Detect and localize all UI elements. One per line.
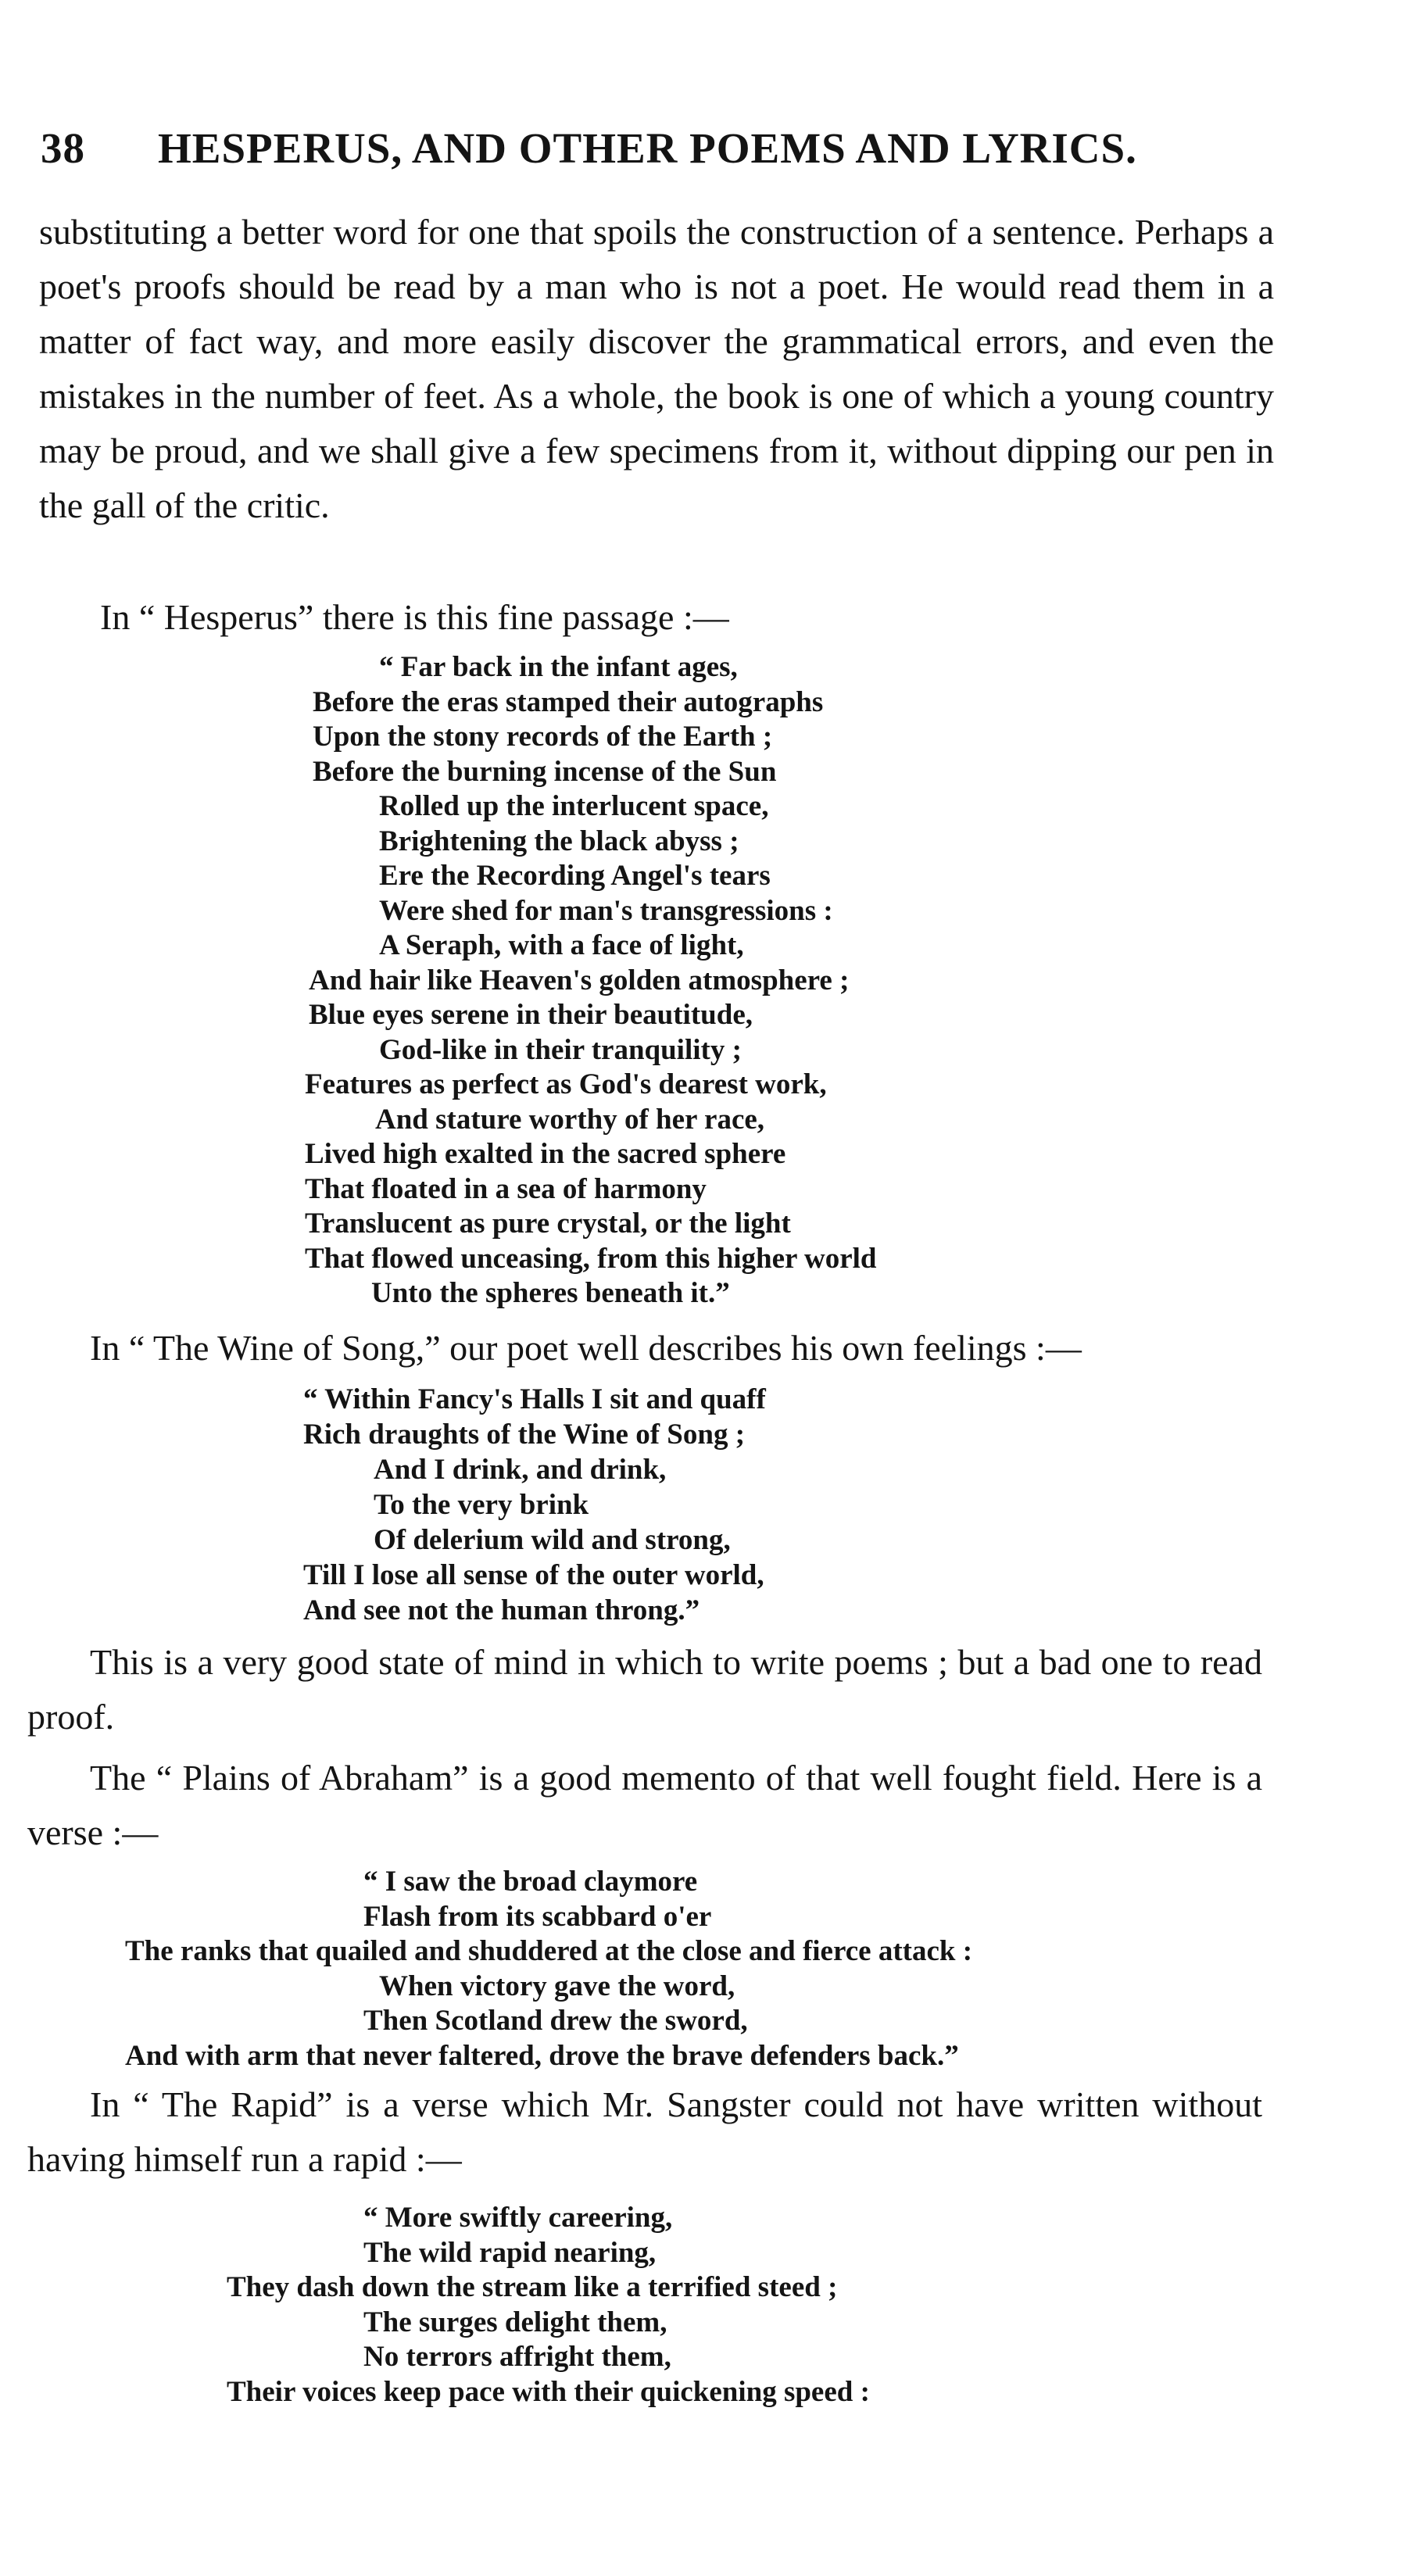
verse-line: Their voices keep pace with their quickening speed :	[227, 2375, 870, 2408]
verse-line: “ More swiftly careering,	[363, 2202, 673, 2234]
paragraph-criticism	[39, 205, 1274, 533]
verse-line: “ Within Fancy's Halls I sit and quaff	[303, 1383, 766, 1415]
verse-line: Of delerium wild and strong,	[374, 1524, 731, 1556]
intro-hesperus: In “ Hesperus” there is this fine passage :—	[100, 597, 729, 637]
paragraph-state-of-mind	[27, 1635, 1262, 1744]
verse-line: Ere the Recording Angel's tears	[379, 860, 771, 892]
verse-line: God-like in their tranquility ;	[379, 1033, 742, 1066]
page-number: 38	[41, 124, 85, 172]
verse-line: And hair like Heaven's golden atmosphere ;	[309, 964, 850, 996]
verse-line: Before the eras stamped their autographs	[313, 685, 824, 718]
verse-line: The ranks that quailed and shuddered at the close and fierce attack :	[125, 1935, 973, 1967]
verse-line: “ Far back in the infant ages,	[379, 651, 738, 683]
paragraph-text: The “ Plains of Abraham” is a good memento of that well fought field. Here is a verse :—	[27, 1758, 1262, 1852]
verse-line: Unto the spheres beneath it.”	[371, 1277, 730, 1309]
verse-line: To the very brink	[374, 1489, 589, 1521]
verse-line: And I drink, and drink,	[374, 1454, 667, 1486]
verse-line: Blue eyes serene in their beautitude,	[309, 999, 753, 1031]
verse-line: Brightening the black abyss ;	[379, 825, 739, 857]
verse-line: Then Scotland drew the sword,	[363, 2005, 748, 2037]
verse-hesperus	[297, 650, 877, 1311]
verse-wine-of-song	[303, 1382, 766, 1628]
verse-line: Upon the stony records of the Earth ;	[313, 721, 773, 753]
verse-line: Till I lose all sense of the outer world,	[303, 1559, 764, 1591]
verse-line: That flowed unceasing, from this higher world	[305, 1242, 877, 1275]
verse-the-rapid	[227, 2201, 870, 2410]
verse-line: No terrors affright them,	[363, 2341, 671, 2373]
verse-line: When victory gave the word,	[379, 1970, 735, 2002]
paragraph-plains-of-abraham	[27, 1751, 1262, 1860]
verse-line: The surges delight them,	[363, 2306, 667, 2338]
paragraph-text: This is a very good state of mind in which to write poems ; but a bad one to read proof.	[27, 1642, 1262, 1737]
verse-line: Before the burning incense of the Sun	[313, 755, 777, 788]
verse-line: A Seraph, with a face of light,	[379, 929, 744, 961]
verse-line: Rich draughts of the Wine of Song ;	[303, 1419, 746, 1451]
verse-line: Lived high exalted in the sacred sphere	[305, 1138, 786, 1170]
paragraph-the-rapid	[27, 2077, 1262, 2187]
verse-line: Were shed for man's transgressions :	[379, 894, 833, 927]
verse-line: And stature worthy of her race,	[375, 1103, 765, 1136]
verse-line: They dash down the stream like a terrified steed ;	[227, 2271, 838, 2303]
running-header	[41, 123, 1213, 173]
verse-line: The wild rapid nearing,	[363, 2236, 657, 2269]
verse-line: “ I saw the broad claymore	[363, 1866, 698, 1898]
verse-line: And with arm that never faltered, drove the brave defenders back.”	[125, 2039, 959, 2072]
verse-line: Rolled up the interlucent space,	[379, 790, 769, 822]
intro-wine-of-song: In “ The Wine of Song,” our poet well describes his own feelings :—	[90, 1328, 1082, 1368]
verse-line: And see not the human throng.”	[303, 1594, 700, 1626]
running-title: HESPERUS, AND OTHER POEMS AND LYRICS.	[158, 124, 1137, 172]
verse-plains-of-abraham	[125, 1865, 972, 2073]
verse-line: Translucent as pure crystal, or the light	[305, 1208, 791, 1240]
verse-line: That floated in a sea of harmony	[305, 1172, 707, 1205]
paragraph-text: substituting a better word for one that spoils the construction of a sentence. Perhaps a poet's proofs should be read by a man who is not a poet. He would read them in a matter of fact way, and more easily discover the grammatical errors, and even the mistakes in the number of feet. As a whole, the book is one of which a young country may be proud, and we shall give a few specimens from it, without dipping our pen in the gall of the critic.	[39, 212, 1274, 525]
verse-line: Features as perfect as God's dearest work,	[305, 1068, 827, 1100]
verse-line: Flash from its scabbard o'er	[363, 1900, 712, 1933]
paragraph-text: In “ The Rapid” is a verse which Mr. Sangster could not have written without having himself run a rapid :—	[27, 2084, 1262, 2179]
